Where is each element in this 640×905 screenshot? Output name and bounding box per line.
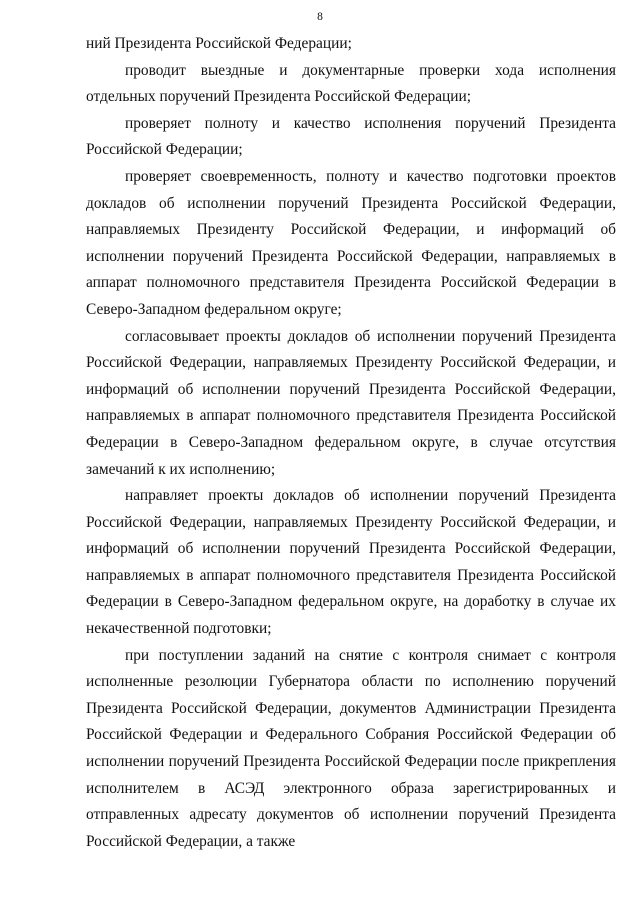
paragraph-return-for-revision: направляет проекты докладов об исполнении поручений Президента Российской Федерации, направляемых Президенту Российской Федерации, и информаций об исполнении поручений Президента Российской Федерации, направляемых в аппарат полномочного представителя Президента Российской Федерации в Северо-Западном федеральном округе, на доработку в случае их некачественной подготовки;: [86, 487, 616, 638]
paragraph-completeness-check: проверяет полноту и качество исполнения поручений Президента Российской Федерации;: [86, 114, 616, 159]
paragraph-field-inspections: проводит выездные и документарные проверки хода исполнения отдельных поручений Президента Российской Федерации;: [86, 61, 616, 106]
page-number: 8: [317, 11, 323, 23]
paragraph-timeliness-check: проверяет своевременность, полноту и качество подготовки проектов докладов об исполнении поручений Президента Российской Федерации, направляемых Президенту Российской Федерации, и информаций об исполнении поручений Президента Российской Федерации, направляемых в аппарат полномочного представителя Президента Российской Федерации в Северо-Западном федеральном округе;: [86, 167, 616, 318]
document-body: [86, 31, 616, 855]
paragraph-removal-from-control: при поступлении заданий на снятие с контроля снимает с контроля исполненные резолюции Губернатора области по исполнению поручений Президента Российской Федерации, документов Администрации Президента Российской Федерации и Федерального Собрания Российской Федерации об исполнении поручений Президента Российской Федерации после прикрепления исполнителем в АСЭД электронного образа зарегистрированных и отправленных адресату документов об исполнении поручений Президента Российской Федерации, а также: [86, 646, 616, 850]
paragraph-approval: согласовывает проекты докладов об исполнении поручений Президента Российской Федерации, направляемых Президенту Российской Федерации, и информаций об исполнении поручений Президента Российской Федерации, направляемых в аппарат полномочного представителя Президента Российской Федерации в Северо-Западном федеральном округе, в случае отсутствия замечаний к их исполнению;: [86, 327, 616, 478]
paragraph-continuation: ний Президента Российской Федерации;: [86, 35, 352, 52]
